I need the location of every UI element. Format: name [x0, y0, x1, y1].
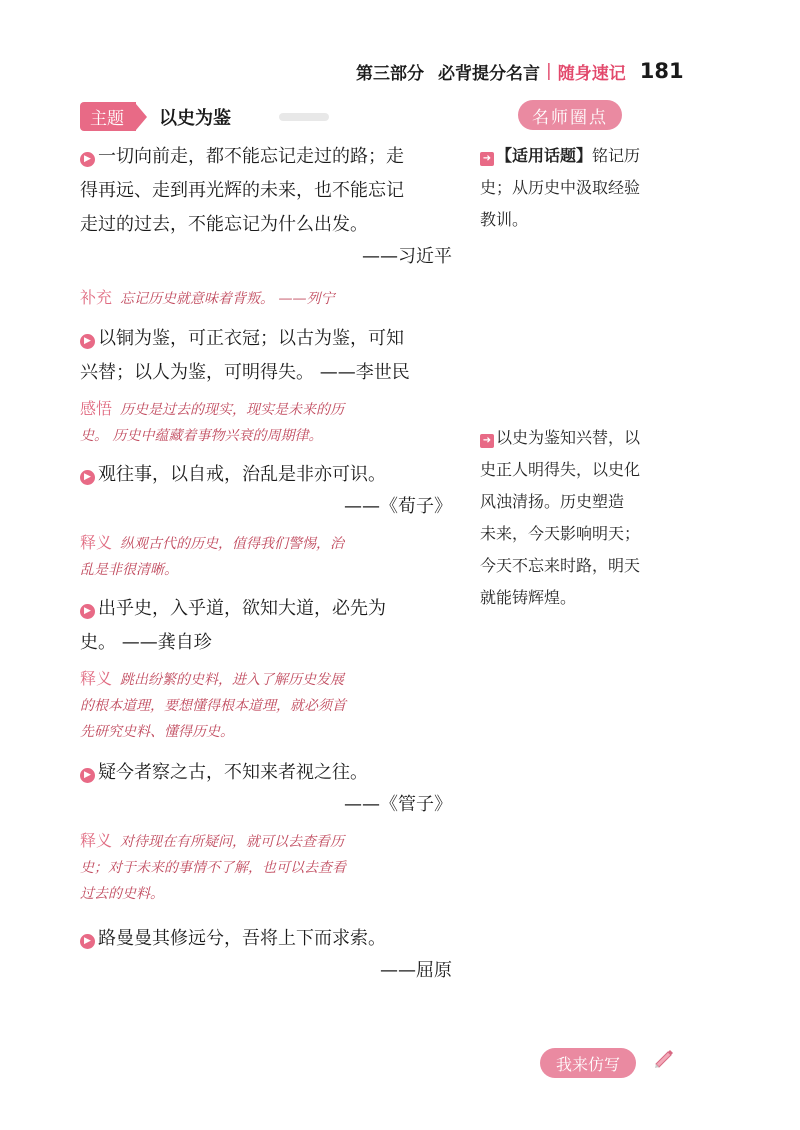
note-2 — [80, 396, 452, 449]
quote-line: 路曼曼其修远兮，吾将上下而求索。 — [98, 928, 386, 949]
side-note-topic: 【适用话题】 — [496, 146, 593, 165]
note-label: 释义 — [80, 831, 113, 850]
practice-badge: 我来仿写 — [540, 1048, 636, 1078]
side-note-line: 史正人明得失，以史化 — [480, 460, 641, 479]
quote-block-2 — [80, 322, 452, 390]
side-note-1 — [480, 140, 680, 236]
quote-line: 兴替；以人为鉴，可明得失。 ——李世民 — [80, 362, 410, 383]
theme-tag: 主题 — [80, 102, 136, 131]
side-note-line: 就能铸辉煌。 — [480, 588, 577, 607]
side-note-line: 未来，今天影响明天； — [480, 524, 641, 543]
quote-block-5 — [80, 756, 452, 820]
quote-block-3 — [80, 458, 452, 522]
side-note-line: 以史为鉴知兴替，以 — [496, 428, 641, 447]
arrow-icon: ➜ — [480, 152, 494, 166]
note-label: 补充 — [80, 288, 113, 307]
quote-author: ——《荀子》 — [344, 496, 452, 517]
theme-title: 以史为鉴 — [159, 107, 231, 129]
note-line: 对待现在有所疑问，就可以去查看历 — [120, 834, 345, 850]
header-separator: | — [546, 61, 552, 81]
side-note-line: 教训。 — [480, 210, 529, 229]
theme-heading — [80, 102, 329, 131]
quote-line: 史。 ——龚自珍 — [80, 632, 212, 653]
note-5 — [80, 828, 452, 907]
side-note-line: 铭记历 — [592, 146, 641, 165]
note-4 — [80, 666, 452, 745]
note-line: 过去的史料。 — [80, 886, 164, 902]
arrow-icon: ➜ — [480, 434, 494, 448]
quote-line: 以铜为鉴，可正衣冠；以古为鉴，可知 — [98, 328, 404, 349]
blurred-mark — [279, 113, 329, 121]
note-line: 的根本道理，要想懂得根本道理，就必须首 — [80, 698, 346, 714]
quote-line: 出乎史，入乎道，欲知大道，必先为 — [98, 598, 386, 619]
note-line: 乱是非很清晰。 — [80, 562, 178, 578]
note-label: 释义 — [80, 533, 113, 552]
play-icon: ▶ — [80, 334, 95, 349]
note-line: 先研究史料、懂得历史。 — [80, 724, 234, 740]
side-note-line: 风浊清扬。历史塑造 — [480, 492, 625, 511]
note-3 — [80, 530, 452, 583]
quote-author: ——《管子》 — [344, 794, 452, 815]
note-line: 史；对于未来的事情不了解，也可以去查看 — [80, 860, 346, 876]
theme-arrow-icon — [136, 104, 147, 130]
play-icon: ▶ — [80, 768, 95, 783]
note-label: 释义 — [80, 669, 113, 688]
quote-line: 疑今者察之古，不知来者视之往。 — [98, 762, 368, 783]
quote-block-1 — [80, 140, 452, 272]
quote-line: 走过的过去，不能忘记为什么出发。 — [80, 214, 368, 235]
quote-line: 观往事，以自戒，治乱是非亦可识。 — [98, 464, 386, 485]
play-icon: ▶ — [80, 152, 95, 167]
section-label: 第三部分 — [356, 63, 424, 84]
side-note-line: 史；从历史中汲取经验 — [480, 178, 641, 197]
quote-author: ——屈原 — [380, 960, 452, 981]
quote-line: 得再远、走到再光辉的未来，也不能忘记 — [80, 180, 404, 201]
note-label: 感悟 — [80, 399, 113, 418]
note-line: 史。 历史中蕴藏着事物兴衰的周期律。 — [80, 428, 323, 444]
note-line: 忘记历史就意味着背叛。 ——列宁 — [120, 291, 335, 307]
play-icon: ▶ — [80, 604, 95, 619]
note-1 — [80, 285, 452, 312]
pencil-icon — [652, 1046, 676, 1068]
page-header — [356, 58, 684, 84]
quote-author: ——习近平 — [362, 246, 452, 267]
header-tag: 随身速记 — [557, 63, 626, 84]
quote-line: 一切向前走，都不能忘记走过的路；走 — [98, 146, 404, 167]
note-line: 跳出纷繁的史料，进入了解历史发展 — [120, 672, 345, 688]
note-line: 历史是过去的现实，现实是未来的历 — [120, 402, 345, 418]
side-note-2 — [480, 422, 680, 614]
quote-block-6 — [80, 922, 452, 986]
quote-block-4 — [80, 592, 452, 660]
side-note-line: 今天不忘来时路，明天 — [480, 556, 641, 575]
section-title: 必背提分名言 — [438, 63, 540, 84]
note-line: 纵观古代的历史，值得我们警惕，治 — [120, 536, 345, 552]
page-number: 181 — [639, 59, 684, 83]
play-icon: ▶ — [80, 470, 95, 485]
play-icon: ▶ — [80, 934, 95, 949]
sidebar-title-badge: 名师圈点 — [518, 100, 622, 130]
